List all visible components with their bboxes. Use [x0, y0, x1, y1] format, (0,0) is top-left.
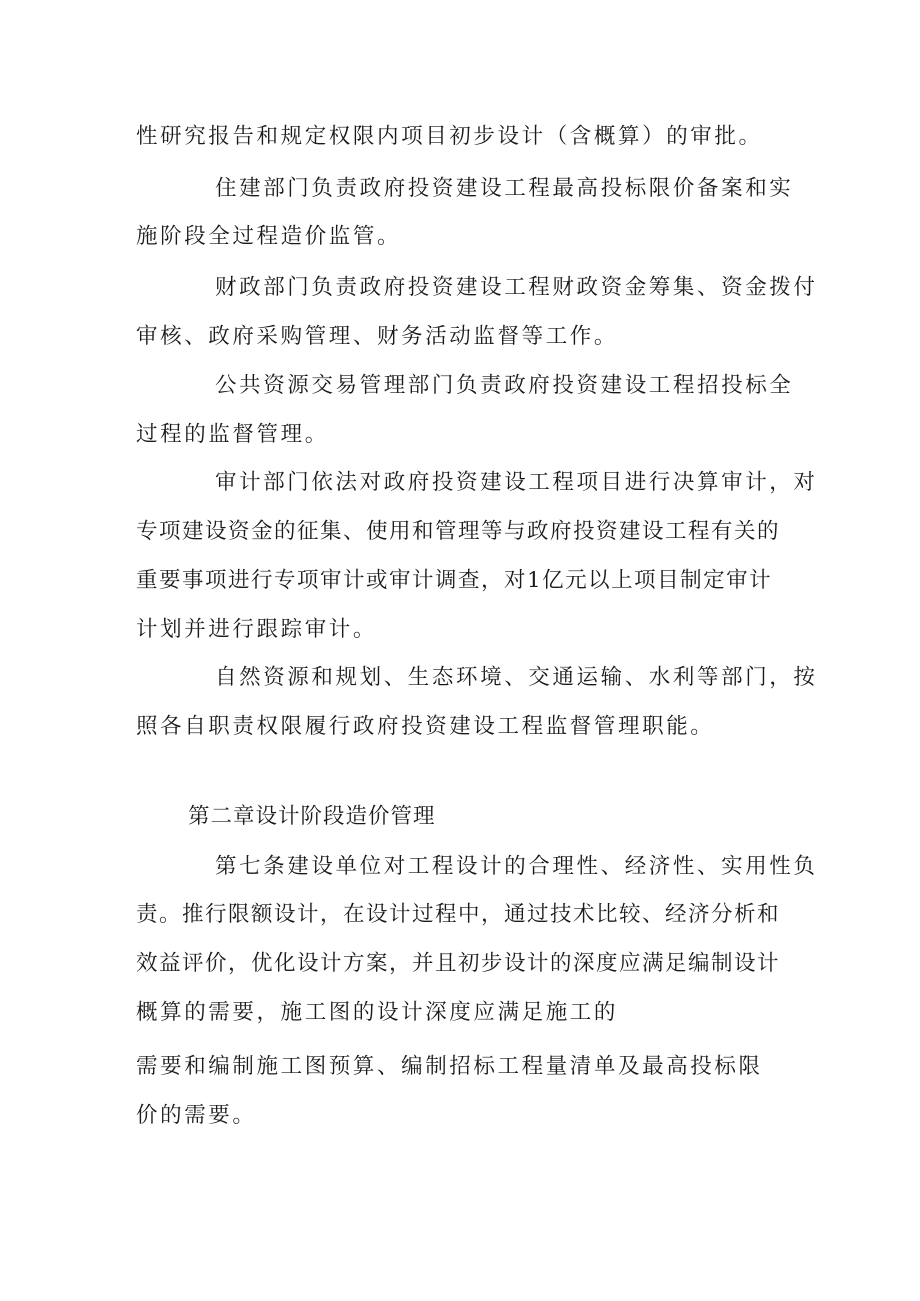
paragraph-line: 重要事项进行专项审计或审计调查，对1亿元以上项目制定审计 — [136, 568, 773, 593]
article-line: 价的需要。 — [136, 1103, 257, 1128]
article-line: 概算的需要，施工图的设计深度应满足施工的 — [136, 1000, 619, 1025]
paragraph-line: 财政部门负责政府投资建设工程财政资金筹集、资金拨付 — [215, 275, 818, 300]
article-line: 需要和编制施工图预算、编制招标工程量清单及最高投标限 — [136, 1054, 763, 1079]
paragraph-line: 施阶段全过程造价监管。 — [136, 224, 402, 249]
article-line: 效益评价，优化设计方案，并且初步设计的深度应满足编制设计 — [136, 951, 781, 976]
paragraph-line: 住建部门负责政府投资建设工程最高投标限价备案和实 — [215, 176, 794, 201]
paragraph-line: 计划并进行跟踪审计。 — [136, 617, 378, 642]
paragraph-line: 照各自职责权限履行政府投资建设工程监督管理职能。 — [136, 714, 715, 739]
paragraph-line: 性研究报告和规定权限内项目初步设计（含概算）的审批。 — [136, 124, 763, 149]
paragraph-line: 审计部门依法对政府投资建设工程项目进行决算审计，对 — [215, 470, 818, 495]
article-line: 第七条建设单位对工程设计的合理性、经济性、实用性负 — [215, 854, 818, 879]
chapter-heading: 第二章设计阶段造价管理 — [188, 804, 436, 829]
paragraph-line: 审核、政府采购管理、财务活动监督等工作。 — [136, 324, 619, 349]
paragraph-line: 自然资源和规划、生态环境、交通运输、水利等部门，按 — [215, 665, 818, 690]
paragraph-line: 专项建设资金的征集、使用和管理等与政府投资建设工程有关的 — [136, 519, 781, 544]
paragraph-line: 过程的监督管理。 — [136, 422, 329, 447]
article-line: 责。推行限额设计，在设计过程中，通过技术比较、经济分析和 — [136, 902, 781, 927]
paragraph-line: 公共资源交易管理部门负责政府投资建设工程招投标全 — [215, 373, 794, 398]
